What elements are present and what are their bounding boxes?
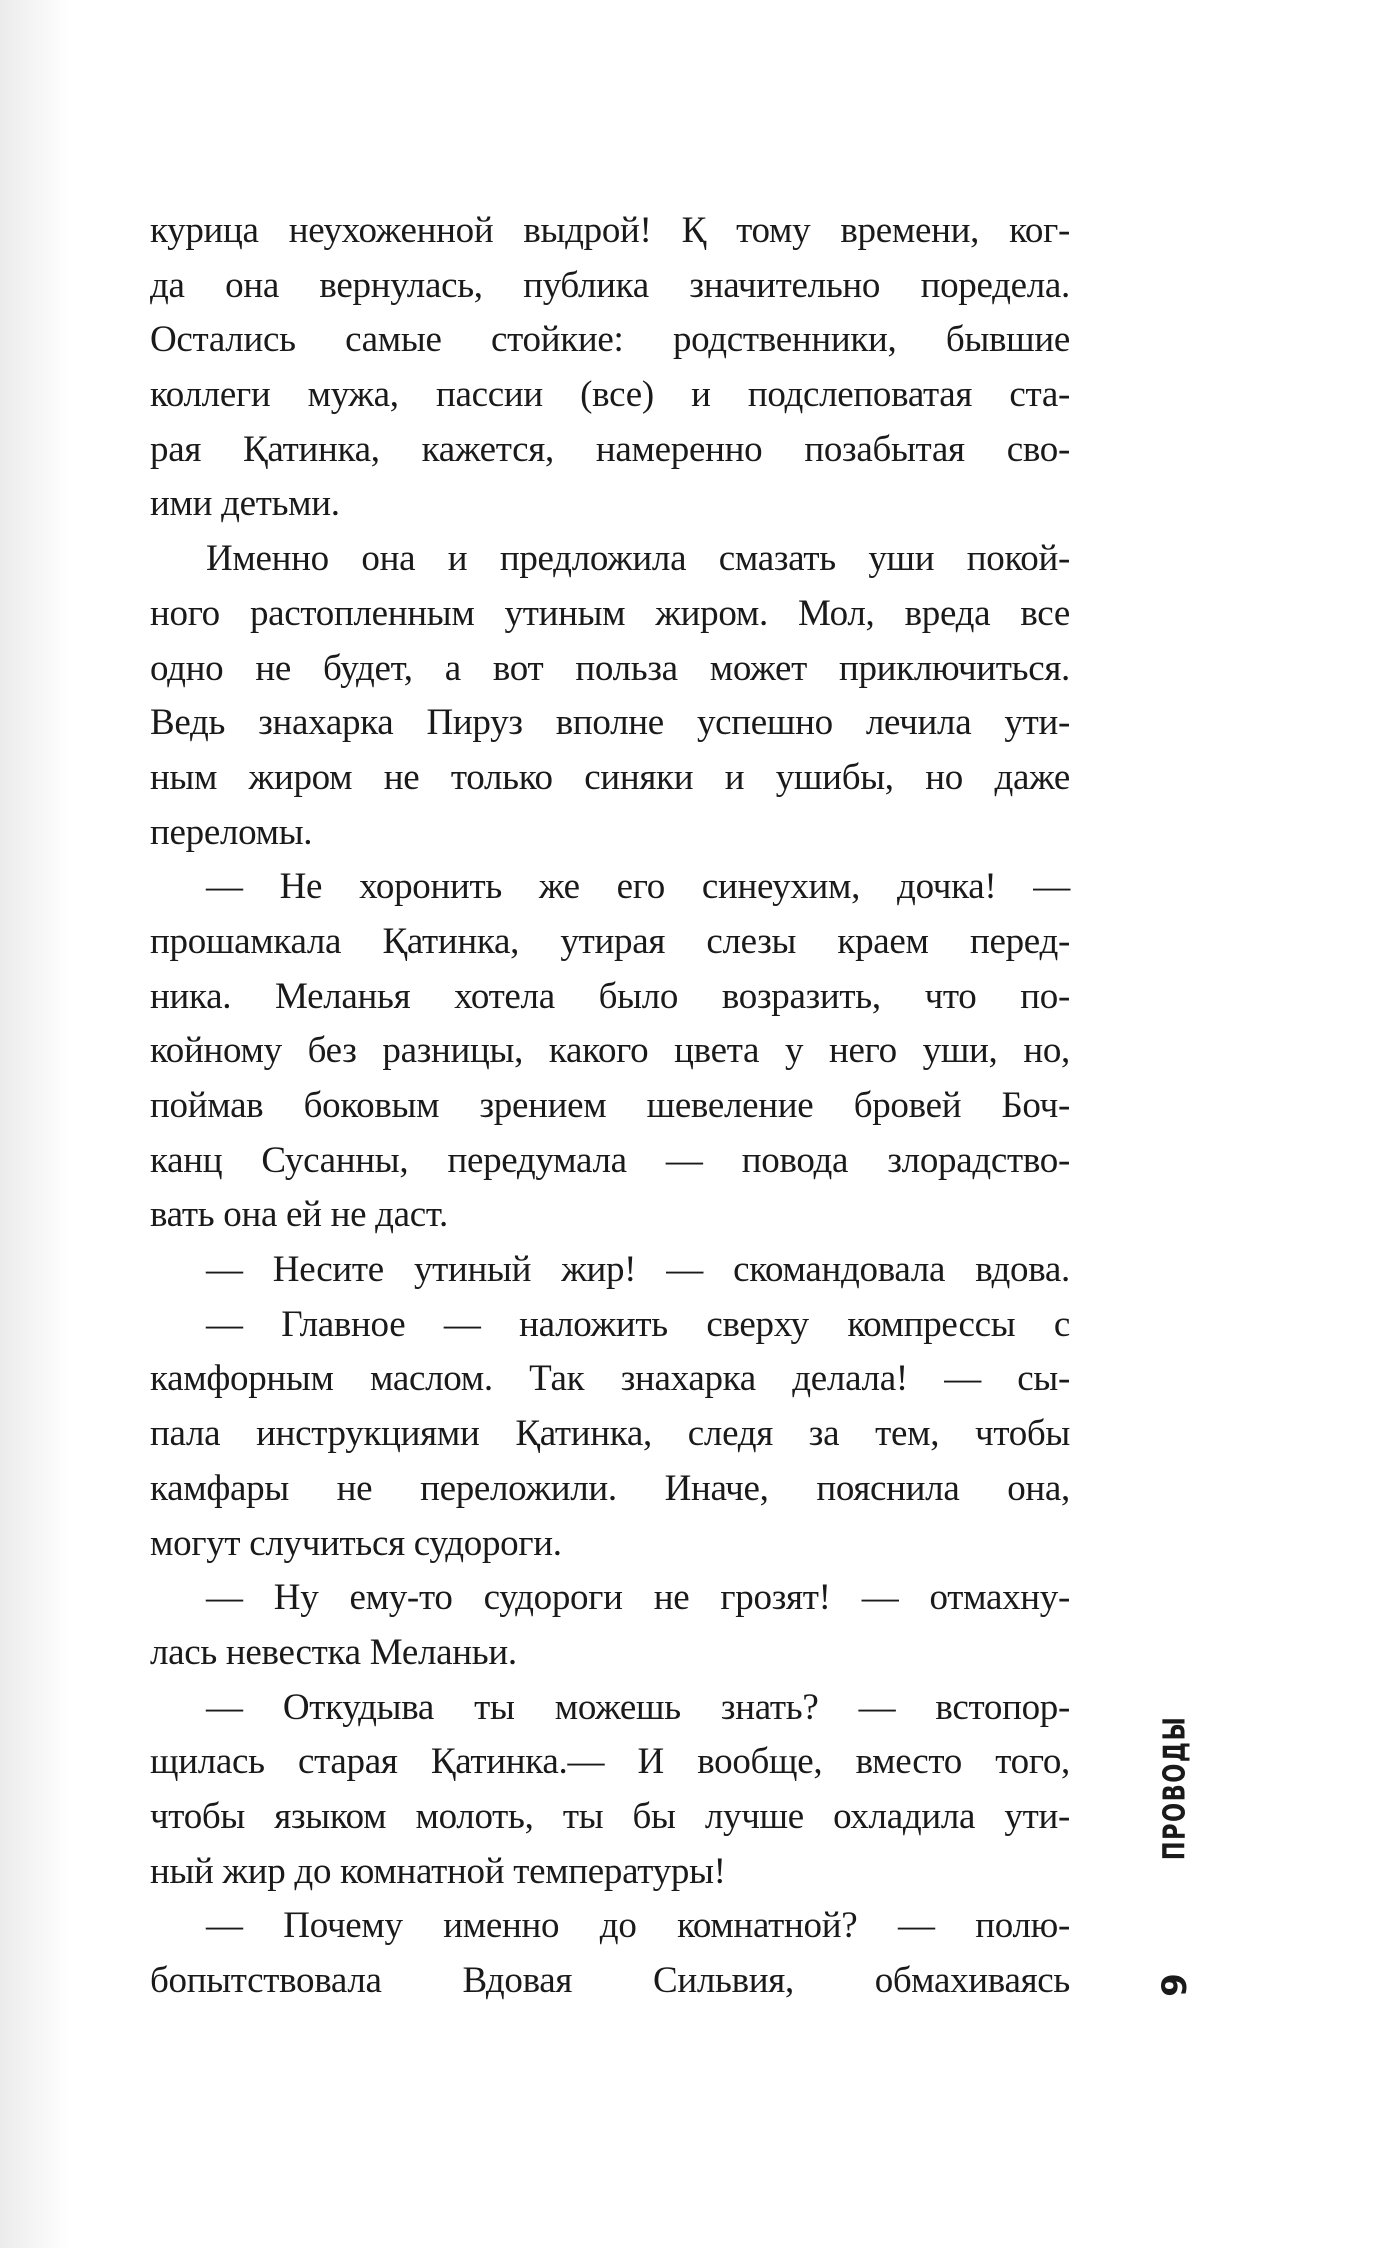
page-gutter-shadow — [0, 0, 70, 2248]
text-line: щилась старая Қатинка.— И вообще, вместо того, — [150, 1741, 1070, 1783]
text-line: — Почему именно до комнатной? — полю- — [206, 1905, 1070, 1947]
text-line: камфары не переложили. Иначе, пояснила она, — [150, 1467, 1070, 1509]
text-line: пала инструкциями Қатинка, следя за тем, чтобы — [150, 1413, 1070, 1455]
text-line: рая Қатинка, кажется, намеренно позабытая сво- — [150, 428, 1070, 470]
text-line: поймав боковым зрением шевеление бровей Боч- — [150, 1085, 1070, 1126]
page-number — [1150, 1960, 1200, 2010]
running-head-label: ПРОВОДЫ — [1157, 1715, 1193, 1861]
text-line: переломы. — [150, 811, 313, 853]
text-line: ный жир до комнатной температуры! — [150, 1850, 726, 1892]
running-head — [1150, 1715, 1200, 1861]
text-line: могут случиться судороги. — [150, 1522, 562, 1564]
text-line: вать она ей не даст. — [150, 1194, 448, 1236]
text-line: ника. Меланья хотела было возразить, что по- — [150, 975, 1070, 1017]
text-line: камфорным маслом. Так знахарка делала! — сы- — [150, 1358, 1070, 1400]
text-line: Остались самые стойкие: родственники, бывшие — [150, 319, 1070, 361]
text-line: коллеги мужа, пассии (все) и подслеповатая ста- — [150, 374, 1070, 416]
text-line: Ведь знахарка Пируз вполне успешно лечила ути- — [150, 702, 1070, 744]
text-line: лась невестка Меланьи. — [150, 1631, 517, 1673]
text-line: чтобы языком молоть, ты бы лучше охладила ути- — [150, 1795, 1070, 1837]
text-line: ного растопленным утиным жиром. Мол, вреда все — [150, 592, 1070, 634]
text-line: бопытствовала Вдовая Сильвия, обмахиваясь — [150, 1960, 1070, 2001]
text-line: канц Сусанны, передумала — повода злорадство- — [150, 1139, 1070, 1181]
text-line: прошамкала Қатинка, утирая слезы краем перед- — [150, 920, 1070, 962]
body-text — [150, 204, 1070, 2009]
text-line: ими детьми. — [150, 483, 340, 525]
text-line: да она вернулась, публика значительно поредела. — [150, 264, 1070, 306]
text-line: одно не будет, а вот польза может приключиться. — [150, 647, 1070, 689]
text-line: — Откудыва ты можешь знать? — встопор- — [206, 1686, 1070, 1728]
text-line: курица неухоженной выдрой! Қ тому времени, ког- — [150, 210, 1070, 251]
text-line: ным жиром не только синяки и ушибы, но даже — [150, 756, 1070, 798]
text-line: койному без разницы, какого цвета у него уши, но, — [150, 1030, 1070, 1072]
text-line: — Не хоронить же его синеухим, дочка! — — [206, 866, 1070, 908]
text-line: — Ну ему-то судороги не грозят! — отмахну- — [206, 1577, 1070, 1619]
text-line: — Главное — наложить сверху компрессы с — [206, 1303, 1070, 1345]
text-line: — Несите утиный жир! — скомандовала вдова. — [206, 1249, 1070, 1291]
text-line: Именно она и предложила смазать уши покой- — [206, 538, 1070, 580]
page-number-label: 9 — [1155, 1973, 1195, 1997]
